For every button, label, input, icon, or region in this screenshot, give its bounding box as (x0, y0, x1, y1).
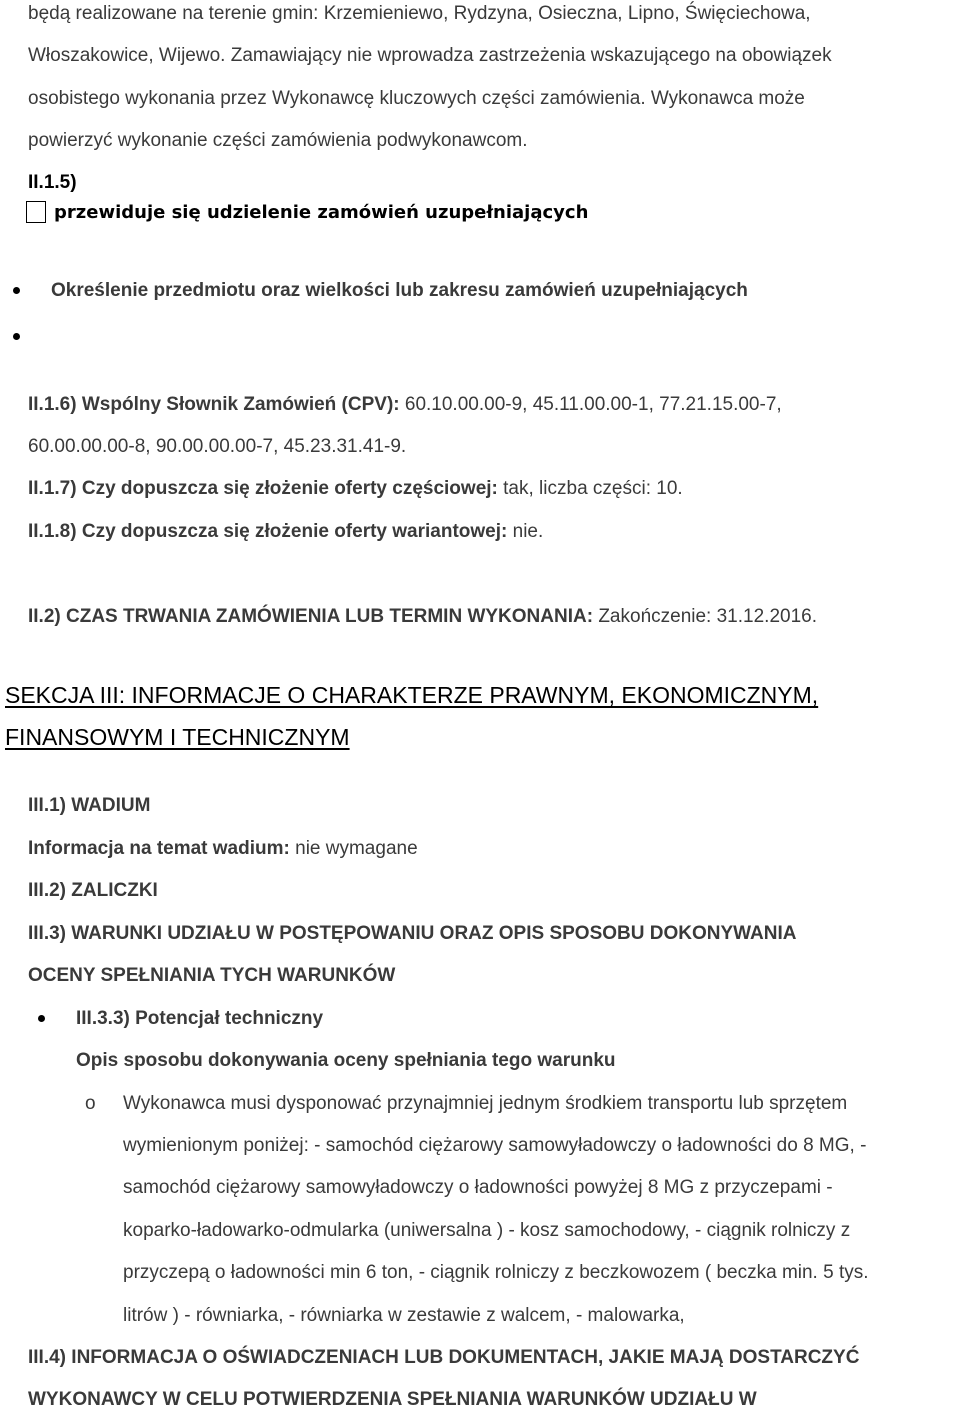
partial-offer-label: II.1.7) Czy dopuszcza się złożenie oferty częściowej: (28, 478, 498, 499)
partial-offer-value: tak, liczba części: 10. (503, 478, 683, 499)
cpv-label: II.1.6) Wspólny Słownik Zamówień (CPV): (28, 394, 400, 415)
intro-line-3: osobistego wykonania przez Wykonawcę kluczowych części zamówienia. Wykonawca może (28, 88, 805, 109)
section-title-line-1: SEKCJA III: INFORMACJE O CHARAKTERZE PRAWNYM, EKONOMICZNYM, (5, 682, 819, 708)
cpv-value-2: 60.00.00.00-8, 90.00.00.00-7, 45.23.31.41-9. (28, 436, 407, 457)
checkbox-label: przewiduje się udzielenie zamówień uzupełniających (54, 202, 589, 223)
intro-line-1: będą realizowane na terenie gmin: Krzemieniewo, Rydzyna, Osieczna, Lipno, Święciechowa, (28, 3, 811, 24)
variant-offer-value: nie. (512, 521, 544, 542)
conditions-heading-1: III.3) WARUNKI UDZIAŁU W POSTĘPOWANIU ORAZ OPIS SPOSOBU DOKONYWANIA (28, 923, 797, 944)
requirement-line-3: samochód ciężarowy samowyładowczy o ładowności powyżej 8 MG z przyczepami - (123, 1177, 833, 1198)
section-title-line-2: FINANSOWYM I TECHNICZNYM (5, 724, 350, 750)
circle-bullet-icon: o (85, 1093, 96, 1114)
advance-heading: III.2) ZALICZKI (28, 880, 158, 901)
conditions-heading-2: OCENY SPEŁNIANIA TYCH WARUNKÓW (28, 965, 396, 986)
cpv-value-1: 60.10.00.00-9, 45.11.00.00-1, 77.21.15.00-7, (404, 394, 782, 415)
wadium-label: Informacja na temat wadium: (28, 838, 290, 859)
requirement-line-6: litrów ) - równiarka, - równiarka w zestawie z walcem, - malowarka, (123, 1305, 685, 1326)
section-heading-ii-1-5: II.1.5) (28, 172, 77, 193)
wadium-info-line (28, 837, 418, 861)
variant-offer-line (28, 520, 543, 544)
wadium-heading: III.1) WADIUM (28, 795, 151, 816)
intro-line-4: powierzyć wykonanie części zamówienia podwykonawcom. (28, 130, 528, 151)
assessment-description-heading: Opis sposobu dokonywania oceny spełniania tego warunku (76, 1050, 616, 1071)
duration-line (28, 605, 817, 629)
duration-label: II.2) CZAS TRWANIA ZAMÓWIENIA LUB TERMIN WYKONANIA: (28, 606, 594, 627)
variant-offer-label: II.1.8) Czy dopuszcza się złożenie oferty wariantowej: (28, 521, 508, 542)
bullet-icon (13, 333, 20, 340)
checkbox-supplementary-orders[interactable] (26, 201, 46, 223)
duration-value: Zakończenie: 31.12.2016. (598, 606, 817, 627)
documents-heading-1: III.4) INFORMACJA O OŚWIADCZENIACH LUB DOKUMENTACH, JAKIE MAJĄ DOSTARCZYĆ (28, 1347, 860, 1368)
requirement-line-1: Wykonawca musi dysponować przynajmniej jednym środkiem transportu lub sprzętem (123, 1093, 848, 1114)
wadium-value: nie wymagane (295, 838, 418, 859)
bullet-icon (13, 287, 20, 294)
bullet-item-1: Określenie przedmiotu oraz wielkości lub zakresu zamówień uzupełniających (51, 280, 748, 301)
documents-heading-2: WYKONAWCY W CELU POTWIERDZENIA SPEŁNIANIA WARUNKÓW UDZIAŁU W (28, 1389, 757, 1410)
bullet-icon (38, 1015, 45, 1022)
partial-offer-line (28, 477, 683, 501)
requirement-line-2: wymienionym poniżej: - samochód ciężarowy samowyładowczy o ładowności do 8 MG, - (123, 1135, 867, 1156)
requirement-line-5: przyczepą o ładowności min 6 ton, - ciągnik rolniczy z beczkowozem ( beczka min. 5 tys. (123, 1262, 869, 1283)
intro-line-2: Włoszakowice, Wijewo. Zamawiający nie wprowadza zastrzeżenia wskazującego na obowiązek (28, 45, 832, 66)
cpv-line-1 (28, 393, 782, 417)
technical-capacity-heading: III.3.3) Potencjał techniczny (76, 1008, 324, 1029)
requirement-line-4: koparko-ładowarko-odmularka (uniwersalna ) - kosz samochodowy, - ciągnik rolniczy z (123, 1220, 851, 1241)
